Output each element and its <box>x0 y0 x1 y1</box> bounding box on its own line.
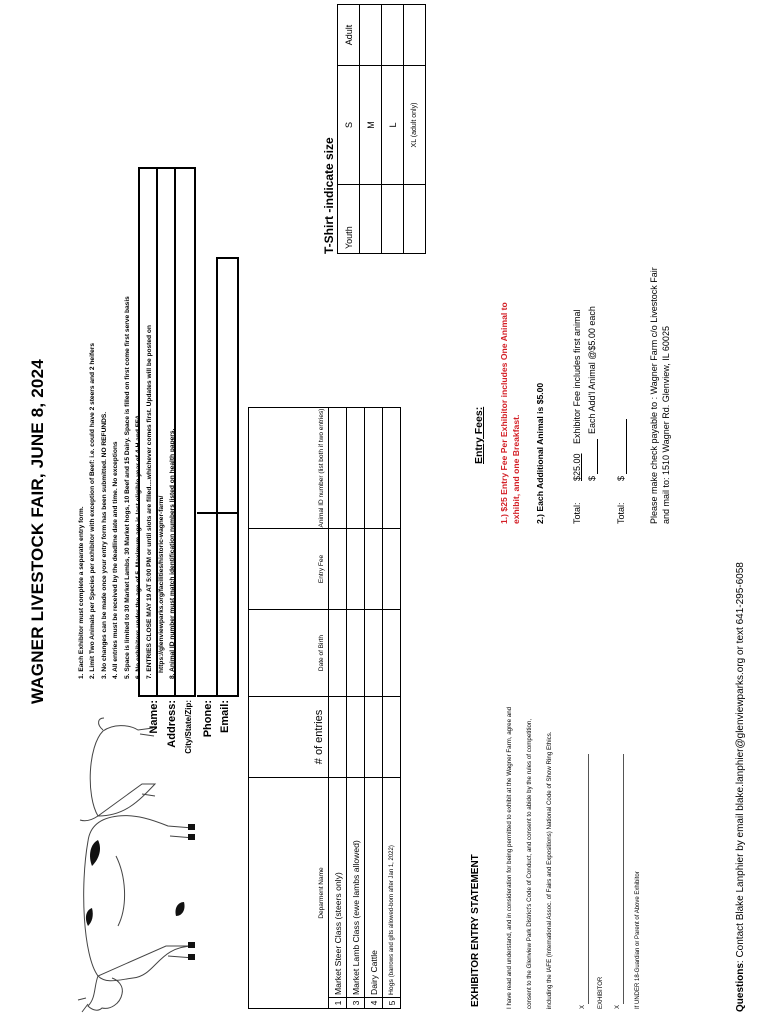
fee-rule-1 <box>498 44 522 524</box>
dept-name: Market Steer Class (steers only) <box>329 778 347 998</box>
grand-total-amount: $ <box>616 475 626 481</box>
rule-item: 1. Each Exhibitor must complete a separate entry form. <box>78 506 85 679</box>
dob-cell[interactable] <box>365 610 383 697</box>
grand-total-line[interactable] <box>626 419 627 474</box>
fee-cell[interactable] <box>365 529 383 610</box>
row-number: 3 <box>347 998 365 1009</box>
signature-x: X <box>615 1004 621 1009</box>
tshirt-title: T-Shirt -indicate size <box>322 137 336 254</box>
fee-cell[interactable] <box>383 529 401 610</box>
questions-label: Questions <box>735 963 746 1012</box>
animal-id-cell[interactable] <box>347 408 365 529</box>
dob-cell[interactable] <box>347 610 365 697</box>
youth-cell[interactable] <box>360 185 382 254</box>
dept-name: Dairy Cattle <box>365 778 383 998</box>
name-label: Name: <box>148 700 160 734</box>
livestock-illustration <box>58 716 200 1016</box>
table-row <box>383 408 401 1009</box>
statement-line: consent to the Glenview Park District's Code of Conduct, and consent to abide by the rules of competition, <box>526 718 533 1009</box>
youth-cell[interactable] <box>382 185 404 254</box>
total-label: Total: <box>616 502 626 524</box>
rule-item: 4. All entries must be received by the deadline date and time. No exceptions <box>112 441 120 679</box>
col-animal-id: Animal ID number (list both if two entries) <box>249 408 329 529</box>
phone-label: Phone: <box>202 700 214 738</box>
entries-cell[interactable] <box>365 697 383 778</box>
signature-x: X <box>580 1004 586 1009</box>
adult-cell[interactable] <box>360 5 382 66</box>
entries-cell[interactable] <box>329 697 347 778</box>
address-label: Address: <box>166 700 178 748</box>
fee-rule-1-line: exhibit, and one Breakfast. <box>511 414 521 524</box>
email-label: Email: <box>219 700 231 734</box>
hog-note: (barrows and gilts allowed-born after Jan 1, 2022) <box>389 845 395 978</box>
col-department: Deparment Name <box>249 778 329 1009</box>
email-field[interactable] <box>216 257 239 697</box>
size-m: M <box>360 66 382 185</box>
city-state-zip-label: City/State/Zip: <box>184 700 193 754</box>
entries-cell[interactable] <box>383 697 401 778</box>
tshirt-table <box>337 4 426 254</box>
entry-fees-heading: Entry Fees: <box>473 406 485 464</box>
entry-table <box>248 407 401 1009</box>
payment-instructions <box>648 4 672 524</box>
fee-cell[interactable] <box>329 529 347 610</box>
page-title: WAGNER LIVESTOCK FAIR, JUNE 8, 2024 <box>28 359 47 704</box>
row-number: 4 <box>365 998 383 1009</box>
table-row <box>329 408 347 1009</box>
dept-name: Market Lamb Class (ewe lambs allowed) <box>347 778 365 998</box>
statement-line: I have read and understand, and in consideration for being permitted to exhibit at the Wagner Farm, agree and <box>506 706 513 1009</box>
col-dob: Date of Birth <box>249 610 329 697</box>
dept-name <box>383 778 401 998</box>
statement-line: including the IAFE (International Assoc. of Fairs and Expositions) National Code of Show Ring Ethics. <box>546 731 553 1009</box>
animal-id-cell[interactable] <box>329 408 347 529</box>
dept-name-hogs: Hogs <box>388 979 395 995</box>
youth-cell[interactable] <box>404 185 426 254</box>
guardian-signature-line[interactable] <box>623 754 624 1004</box>
fee-rule-2: 2.) Each Additional Animal is $5.00 <box>535 382 545 524</box>
questions-line <box>735 562 746 1012</box>
row-number: 1 <box>329 998 347 1009</box>
size-l: L <box>382 66 404 185</box>
rule-item: 6. No exhibitors under the age of 5. Maximum age is last eligible year of 4-H and FFA <box>135 414 143 679</box>
exhibitor-signature-line[interactable] <box>588 754 589 1004</box>
rule-item: 8. Animal ID number must match identification numbers listed on health papers. <box>169 428 177 679</box>
col-fee: Entry Fee <box>249 529 329 610</box>
addl-animal-desc: Each Add'l Animal @$5.00 each <box>587 306 597 434</box>
rule-item: https://glenviewparks.org/facilities/historic-wagner-farm/ <box>157 495 165 673</box>
adult-cell[interactable] <box>382 5 404 66</box>
city-state-zip-field[interactable] <box>176 169 194 695</box>
dob-cell[interactable] <box>329 610 347 697</box>
table-row <box>365 408 383 1009</box>
fee-cell[interactable] <box>347 529 365 610</box>
exhibitor-fee-desc: Exhibitor Fee includes first animal <box>572 309 582 444</box>
adult-label: Adult <box>338 5 360 66</box>
size-xl: XL (adult only) <box>404 66 426 185</box>
rule-item: 2. Limit Two Animals per Species per exhibitor with exception of Beef: i.e. could have 2 steers and 2 heifers <box>89 342 97 679</box>
adult-cell[interactable] <box>404 5 426 66</box>
addl-amount-line[interactable] <box>597 439 598 474</box>
exhibitor-fee-amount: $25.00 <box>572 453 582 481</box>
statement-body <box>500 644 560 1009</box>
addl-animal-amount: $ <box>587 475 597 481</box>
name-field[interactable] <box>140 169 158 695</box>
row-number: 5 <box>383 998 401 1009</box>
payment-line: Please make check payable to : Wagner Farm c/o Livestock Fair <box>649 267 659 524</box>
youth-label: Youth <box>338 185 360 254</box>
table-row <box>347 408 365 1009</box>
size-s: S <box>338 66 360 185</box>
dob-cell[interactable] <box>383 610 401 697</box>
rule-item: 7. ENTRIES CLOSE MAY 19 AT 5:00 PM or until slots are filled....whichever comes first. Updates will be posted on <box>146 325 154 679</box>
total-label: Total: <box>572 502 582 524</box>
rule-item: 5. Space is limited to 30 Market Lambs, 30 Market hogs, 10 Beef and 15 Dairy. Space is filled on first come first serve basis <box>123 296 131 679</box>
payment-line: and mail to: 1510 Wagner Rd. Glenview, IL 60025 <box>661 326 671 524</box>
questions-text: : Contact Blake Lanphier by email blake.lanphier@glenviewparks.org or text 641-295-6058 <box>735 562 746 964</box>
exhibitor-label: EXHIBITOR <box>598 976 604 1009</box>
fee-rule-1-line: 1.) $25 Entry Fee Per Exhibitor includes One Animal to <box>499 302 509 524</box>
guardian-label: If UNDER 18-Guardian or Parent of Above Exhibitor <box>635 871 641 1009</box>
col-entries: # of entries <box>249 697 329 778</box>
contact-fields-box <box>138 167 196 697</box>
address-field[interactable] <box>158 169 176 695</box>
rule-item: 3. No changes can be made once your entry form has been submitted. NO REFUNDS. <box>100 411 108 679</box>
animal-id-cell[interactable] <box>383 408 401 529</box>
entries-cell[interactable] <box>347 697 365 778</box>
statement-heading: EXHIBITOR ENTRY STATEMENT <box>470 854 481 1007</box>
animal-id-cell[interactable] <box>365 408 383 529</box>
